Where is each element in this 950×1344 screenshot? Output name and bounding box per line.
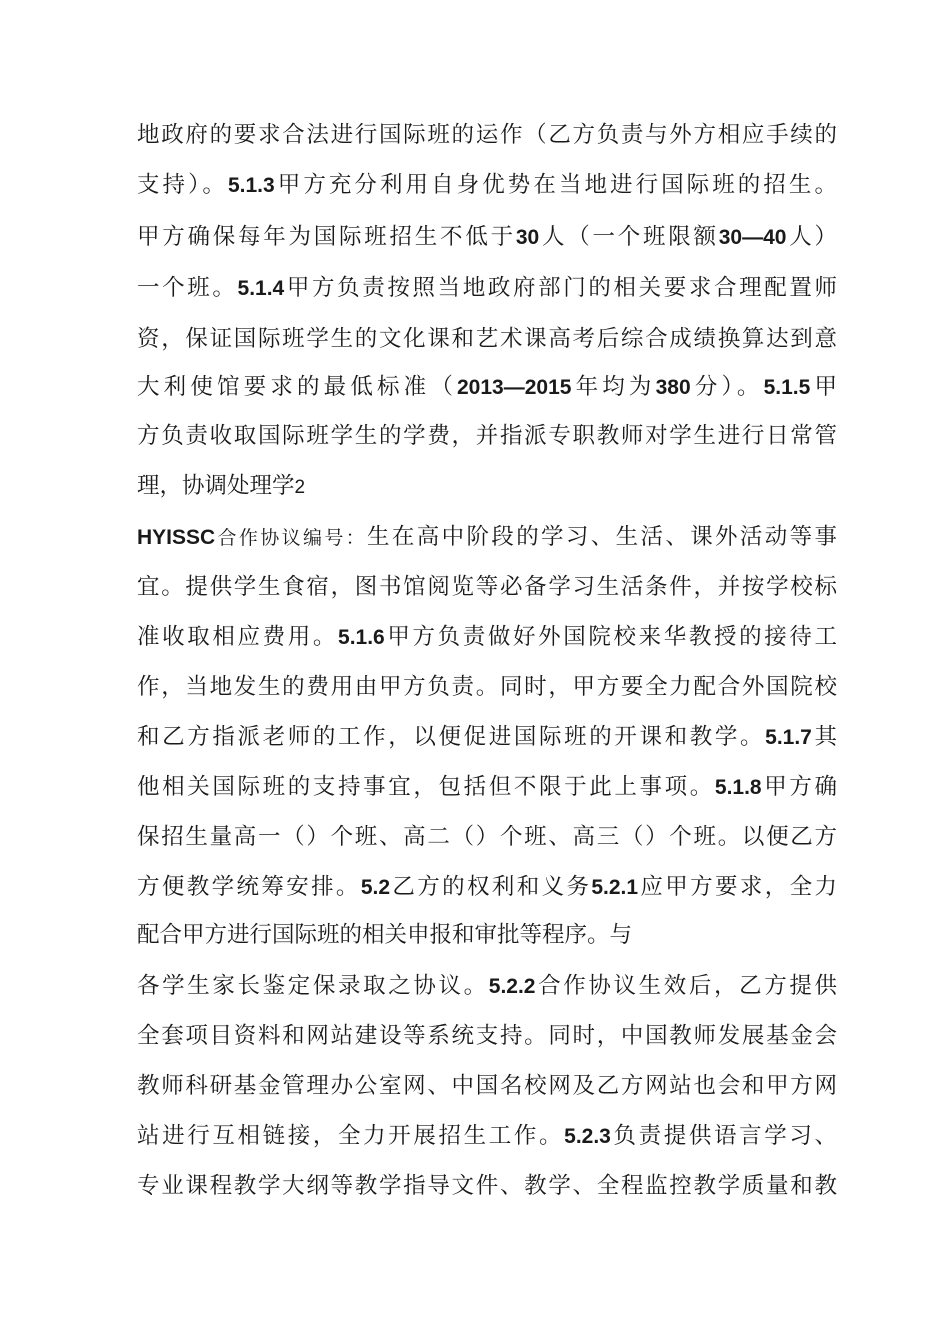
section-number: 5.1.8 [714, 776, 762, 799]
section-number: 5.1.7 [765, 726, 812, 749]
text-line-17: 配合甲方进行国际班的相关申报和审批等程序。与 [137, 922, 633, 948]
agreement-number-label: 合作协议编号： [215, 527, 368, 549]
text-line-14: 他相关国际班的支持事宜，包括但不限于此上事项。5.1.8甲方确 [137, 774, 837, 800]
text-line-6: 大利使馆要求的最低标准（2013—2015年均为380分）。5.1.5甲 [137, 374, 837, 400]
section-number: 5.2.2 [488, 975, 536, 998]
section-number: 5.2 [360, 876, 391, 899]
text-line-10: 宜。提供学生食宿，图书馆阅览等必备学习生活条件，并按学校标 [137, 574, 837, 600]
section-number: 5.1.6 [338, 626, 385, 649]
text-line-13: 和乙方指派老师的工作，以便促进国际班的开课和教学。5.1.7其 [137, 724, 837, 750]
text-line-16: 方便教学统筹安排。5.2乙方的权利和义务5.2.1应甲方要求，全力 [137, 874, 837, 900]
section-number: 5.2.1 [591, 876, 639, 899]
text-line-11: 准收取相应费用。5.1.6甲方负责做好外国院校来华教授的接待工 [137, 624, 837, 650]
section-number: 5.2.3 [564, 1125, 611, 1148]
section-number: 5.1.5 [763, 376, 811, 399]
text-line-5: 资，保证国际班学生的文化课和艺术课高考后综合成绩换算达到意 [137, 326, 837, 352]
text-line-3: 甲方确保每年为国际班招生不低于30人（一个班限额30—40人） [137, 224, 837, 250]
page-number: 2 [294, 477, 306, 498]
text-line-22: 专业课程教学大纲等教学指导文件、教学、全程监控教学质量和教 [137, 1173, 837, 1199]
section-number: 5.1.4 [237, 277, 285, 300]
text-line-1: 地政府的要求合法进行国际班的运作（乙方负责与外方相应手续的 [137, 122, 837, 148]
section-number: 5.1.3 [227, 174, 275, 197]
text-line-4: 一个班。5.1.4甲方负责按照当地政府部门的相关要求合理配置师 [137, 275, 837, 301]
text-line-21: 站进行互相链接，全力开展招生工作。5.2.3负责提供语言学习、 [137, 1123, 837, 1149]
header-code: HYISSC [137, 526, 216, 549]
text-line-20: 教师科研基金管理办公室网、中国名校网及乙方网站也会和甲方网 [137, 1073, 837, 1099]
text-line-7: 方负责收取国际班学生的学费，并指派专职教师对学生进行日常管 [137, 423, 837, 449]
text-line-15: 保招生量高一（）个班、高二（）个班、高三（）个班。以便乙方 [137, 824, 837, 850]
text-line-9: HYISSC合作协议编号：生在高中阶段的学习、生活、课外活动等事 [137, 524, 837, 550]
text-line-8: 理，协调处理学2 [137, 473, 306, 499]
text-line-18: 各学生家长鉴定保录取之协议。5.2.2合作协议生效后，乙方提供 [137, 973, 837, 999]
text-line-19: 全套项目资料和网站建设等系统支持。同时，中国教师发展基金会 [137, 1023, 837, 1049]
text-line-2: 支持）。5.1.3甲方充分利用自身优势在当地进行国际班的招生。 [137, 172, 837, 198]
text-line-12: 作，当地发生的费用由甲方负责。同时，甲方要全力配合外国院校 [137, 674, 837, 700]
